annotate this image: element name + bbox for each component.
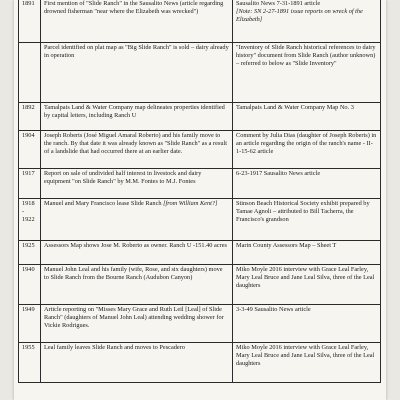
event-cell: Article reporting on "Misses Mary Grace and Ruth Leil [Leal] of Slide Ranch" (daughters of Manuel John Leal) attending wedding shower for Vickie Rodrigues. xyxy=(41,305,233,343)
table-row xyxy=(19,199,381,241)
year-cell: 1918 - 1922 xyxy=(19,199,41,241)
year-cell: 1891 xyxy=(19,0,41,43)
source-cell: Tamalpais Land & Water Company Map No. 3 xyxy=(233,103,381,131)
table-row xyxy=(19,131,381,169)
table-row xyxy=(19,265,381,305)
table-row xyxy=(19,343,381,383)
year-cell: 1940 xyxy=(19,265,41,305)
event-note: [from William Kent?] xyxy=(163,200,218,207)
table-row xyxy=(19,305,381,343)
document-page xyxy=(14,0,386,400)
year-cell: 1904 xyxy=(19,131,41,169)
source-cell: 6-23-1917 Sausalito News article xyxy=(233,169,381,199)
source-cell: Marin County Assessors Map – Sheet T xyxy=(233,241,381,265)
event-cell: Tamalpais Land & Water Company map delineates properties identified by capital letters, including Ranch U xyxy=(41,103,233,131)
source-note: [Note: SN 2-27-1891 issue reports on wreck of the Elizabeth] xyxy=(236,8,363,23)
source-cell: Miko Moyle 2016 interview with Grace Leal Farley, Mary Leal Bruce and Jane Leal Silva, three of the Leal daughters xyxy=(233,343,381,383)
source-cell: Miko Moyle 2016 interview with Grace Leal Farley, Mary Leal Bruce and Jane Leal Silva, three of the Leal daughters xyxy=(233,265,381,305)
event-cell: Assessors Map shows Jose M. Roberto as owner. Ranch U -151.40 acres xyxy=(41,241,233,265)
source-cell xyxy=(233,0,381,43)
event-cell: Report on sale of undivided half interest in livestock and dairy equipment "on Slide Ranch" by M.M. Fontes to M.J. Fontes xyxy=(41,169,233,199)
source-cell: 3-3-49 Sausalito News article xyxy=(233,305,381,343)
source-cell: "Inventory of Slide Ranch historical references to dairy history" document from Slide Ranch (author unknown) – referred to below as "Slide Inventory" xyxy=(233,43,381,103)
event-cell: Joseph Roberts (José Miguel Amaral Roberto) and his family move to the ranch. By that date it was already known as "Slide Ranch" as a result of a landslide that had occurred there at an earlier date. xyxy=(41,131,233,169)
table-row xyxy=(19,241,381,265)
source-cell: Stinson Beach Historical Society exhibit prepared by Tamae Agnoli – attributed to Bill Tacherra, the Francisco's grandson xyxy=(233,199,381,241)
event-cell: First mention of "Slide Ranch" in the Sausalito News (article regarding drowned fisherman "near where the Elizabeth was wrecked") xyxy=(41,0,233,43)
event-text: Manuel and Mary Francisco lease Slide Ranch xyxy=(44,200,162,207)
event-cell: Leal family leaves Slide Ranch and moves to Pescadero xyxy=(41,343,233,383)
year-cell: 1925 xyxy=(19,241,41,265)
source-text: Sausalito News 7-31-1891 article xyxy=(236,0,321,7)
year-cell: 1949 xyxy=(19,305,41,343)
year-cell: 1917 xyxy=(19,169,41,199)
event-cell: Manuel John Leal and his family (wife, Rose, and six daughters) move to Slide Ranch from the Bourne Ranch (Audubon Canyon) xyxy=(41,265,233,305)
table-row xyxy=(19,43,381,103)
table-row xyxy=(19,0,381,43)
year-cell xyxy=(19,43,41,103)
table-row xyxy=(19,169,381,199)
event-cell: Parcel identified on plat map as "Big Slide Ranch" is sold – dairy already in operation xyxy=(41,43,233,103)
year-cell: 1892 xyxy=(19,103,41,131)
source-cell: Comment by Julia Dias (daughter of Joseph Roberts) in an article regarding the origin of the ranch's name - II-1-15-62 article xyxy=(233,131,381,169)
table-row xyxy=(19,103,381,131)
year-cell: 1955 xyxy=(19,343,41,383)
history-timeline-table xyxy=(18,0,381,383)
event-cell xyxy=(41,199,233,241)
